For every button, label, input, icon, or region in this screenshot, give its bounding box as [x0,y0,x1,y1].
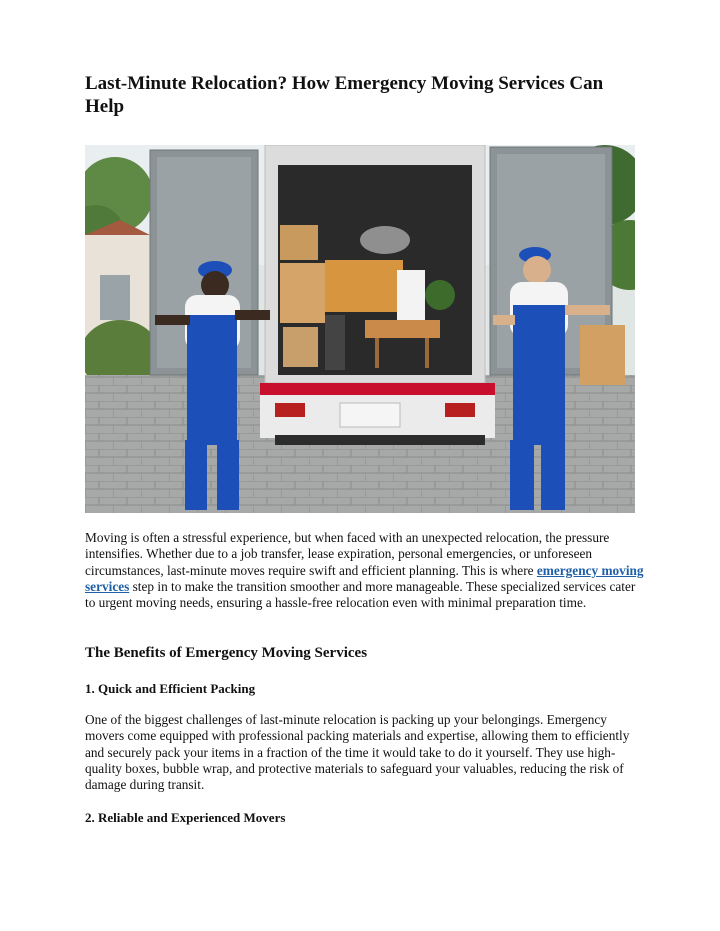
subheading-quick-packing: 1. Quick and Efficient Packing [85,681,256,696]
subheading-reliable-movers: 2. Reliable and Experienced Movers [85,810,286,825]
intro-text-start: Moving is often a stressful experience, but when faced with an unexpected relocation, the pressure intensifies. Whether due to a job transfer, lease expiration, personal emergencies, or unforeseen circumstances, last-minute moves require swift and efficient planning. This is where [85,530,610,578]
moving-truck-photo [85,145,635,513]
article-title: Last-Minute Relocation? How Emergency Moving Services Can Help [85,73,604,117]
emergency-moving-services-link[interactable]: emergency moving services [85,562,644,594]
intro-paragraph [85,530,645,611]
section-heading: The Benefits of Emergency Moving Services [85,645,368,661]
intro-text-end: step in to make the transition smoother and more manageable. These specialized services cater to urgent moving needs, ensuring a hassle-free relocation even with minimal preparation time. [85,578,636,611]
quick-packing-paragraph: One of the biggest challenges of last-minute relocation is packing up your belongings. Emergency movers come equipped with professional packing materials and expertise, allowing them to efficiently and securely pack your items in a fraction of the time it would take to do it yourself. They use high-quality boxes, bubble wrap, and protective materials to safeguard your valuables, reducing the risk of damage during transit. [85,712,630,793]
